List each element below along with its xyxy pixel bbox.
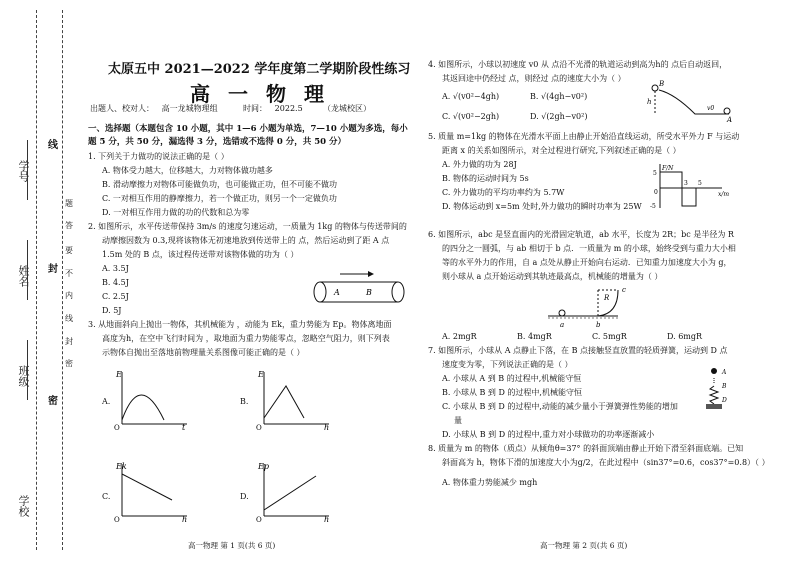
q8-option-a: A. 物体重力势能减少 mgh — [442, 478, 538, 487]
q6-stem-4: 则小球从 a 点开始运动到其轨迹最高点，机械能的增量为（ ） — [442, 272, 663, 281]
q2-option-a: A. 3.5J — [102, 264, 129, 273]
q7-option-c-1: C. 小球从 B 到 D 的过程中,动能的减少量小于弹簧弹性势能的增加 — [442, 402, 678, 411]
notice-char-2: 答 — [65, 221, 73, 230]
notice-char-1: 题 — [65, 199, 73, 208]
q6-stem-2: 的四分之一圆弧，与 ab 相切于 b 点．一质量为 m 的小球，始终受到与重力大小相 — [442, 244, 736, 253]
q4-stem-2: 其返回途中仍经过 点，则经过 点的速度大小为（ ） — [442, 74, 626, 83]
q3-graph-c — [112, 460, 192, 522]
q2-conveyor-figure — [310, 268, 410, 308]
notice-char-3: 要 — [65, 246, 73, 255]
q1-option-a: A. 物体受力越大，位移越大，力对物体做功越多 — [102, 166, 273, 175]
q4-option-d: D. √(2gh−v0²) — [530, 112, 588, 121]
q6-option-b: B. 4mgR — [517, 332, 552, 341]
q3-graph-b-label: B. — [240, 397, 249, 406]
notice-char-8: 密 — [65, 359, 73, 368]
q6-fig-c: c — [622, 286, 626, 294]
q5-fig-0: 0 — [654, 189, 658, 196]
section1-heading: 一、选择题（本题包含 10 小题，其中 1—6 小题为单选，7—10 小题为多选，每小题 5 分，共 50 分，漏选得 3 分，选错或不选得 0 分，共 50 分） — [88, 124, 408, 147]
q3-graph-a-label: A. — [102, 397, 111, 406]
q6-option-d: D. 6mgR — [667, 332, 703, 341]
q7-option-c-2: 量 — [454, 416, 462, 425]
q2-fig-label-b: B — [366, 288, 372, 297]
q4-option-a: A. √(v0²−4gh) — [442, 92, 500, 101]
q7-fig-a: A — [722, 369, 727, 376]
q5-fig-f: F/N — [662, 165, 674, 172]
margin-blank-name — [27, 240, 28, 300]
binding-line-inner — [62, 10, 63, 550]
q2-stem-1: 2. 如图所示，水平传送带保持 3m/s 的速度匀速运动，一质量为 1kg 的物体与传送带间的 — [88, 222, 407, 231]
q3-graph-b-origin: O — [256, 424, 262, 430]
q4-fig-b: B — [659, 80, 665, 88]
margin-blank-id — [27, 140, 28, 200]
q3-graph-a-ylabel: E — [116, 370, 122, 379]
q3-stem-1: 3. 从地面斜向上抛出一物体，其机械能为 ，动能为 Ek，重力势能为 Ep。物体离地面 — [88, 320, 392, 329]
q3-graph-a — [112, 368, 192, 430]
class-label: 班级 — [17, 365, 30, 387]
q3-graph-c-ylabel: Ek — [116, 462, 127, 471]
q8-stem-1: 8. 质量为 m 的物体（质点）从倾角θ=37° 的斜面顶端由静止开始下滑至斜面底端。已知 — [428, 444, 744, 453]
q5-fig-x: x/m — [718, 191, 730, 198]
notice-char-5: 内 — [65, 291, 73, 300]
q3-graph-c-label: C. — [102, 492, 111, 501]
q4-fig-h: h — [647, 98, 652, 106]
q3-graph-d-ylabel: Ep — [258, 462, 269, 471]
q7-fig-b: B — [722, 383, 727, 390]
q6-stem-1: 6. 如图所示，abc 是竖直面内的光滑固定轨道，ab 水平，长度为 2R；bc 是半径为 R — [428, 230, 734, 239]
seal-char-mi: 密 — [48, 396, 58, 407]
q6-option-c: C. 5mgR — [592, 332, 627, 341]
q6-stem-3: 等的水平外力的作用，自 a 点处从静止开始向右运动．已知重力加速度大小为 g， — [442, 258, 732, 267]
q3-graph-c-xlabel: h — [182, 515, 188, 522]
binding-line-outer — [36, 10, 37, 550]
q2-option-d: D. 5J — [102, 306, 122, 315]
q6-fig-r: R — [604, 294, 610, 302]
q3-graph-d-xlabel: h — [324, 515, 330, 522]
q6-track-figure — [548, 284, 648, 328]
q7-option-a: A. 小球从 A 到 B 的过程中,机械能守恒 — [442, 374, 582, 383]
notice-char-7: 封 — [65, 337, 73, 346]
seal-char-feng: 封 — [48, 264, 58, 275]
q5-option-a: A. 外力做的功为 28J — [442, 160, 517, 169]
q6-fig-b: b — [596, 321, 601, 328]
q1-stem: 1. 下列关于力做功的说法正确的是（ ） — [88, 152, 229, 161]
q5-fig-3: 3 — [684, 180, 688, 187]
q3-graph-b-xlabel: h — [324, 423, 330, 430]
page1-footer: 高一物理 第 1 页(共 6 页) — [188, 541, 276, 550]
q3-graph-b — [254, 368, 334, 430]
q7-spring-figure — [700, 366, 734, 412]
q4-option-c: C. √(v0²−2gh) — [442, 112, 500, 121]
q3-graph-d — [254, 460, 334, 522]
q4-fig-a: A — [727, 116, 733, 122]
q3-stem-3: 示物体自抛出至落地前物理量关系图像可能正确的是（ ） — [102, 348, 305, 357]
q5-stem-1: 5. 质量 m=1kg 的物体在光滑水平面上由静止开始沿直线运动，所受水平外力 F 与运动 — [428, 132, 740, 141]
q1-option-c: C. 一对相互作用的静摩擦力，若一个做正功，则另一个一定做负功 — [102, 194, 337, 203]
q5-fig-m5: -5 — [650, 203, 656, 210]
name-label: 姓名 — [17, 265, 30, 287]
student-id-label: 学号 — [17, 160, 30, 182]
q5-stem-2: 距离 x 的关系如图所示，对全过程进行研究,下列叙述正确的是（ ） — [442, 146, 681, 155]
notice-char-6: 线 — [65, 314, 73, 323]
q3-stem-2: 高度为h，在空中飞行时间为 ，取地面为重力势能零点，忽略空气阻力，则下列表 — [102, 334, 390, 343]
q7-stem-2: 速度变为零，下列说法正确的是（ ） — [442, 360, 573, 369]
q2-option-c: C. 2.5J — [102, 292, 129, 301]
q5-fig-5: 5 — [653, 170, 657, 177]
q6-fig-a: a — [560, 321, 565, 328]
q7-fig-d: D — [722, 397, 727, 404]
page2-footer: 高一物理 第 2 页(共 6 页) — [540, 541, 628, 550]
margin-blank-class — [27, 340, 28, 400]
q3-graph-a-xlabel: t — [182, 423, 186, 430]
q2-stem-2: 动摩擦因数为 0.3,现将该物体无初速地放到传送带上的 点，然后运动到了距 A 点 — [102, 236, 390, 245]
q2-option-b: B. 4.5J — [102, 278, 129, 287]
q3-graph-d-label: D. — [240, 492, 249, 501]
notice-char-4: 不 — [65, 269, 73, 278]
q5-option-b: B. 物体的运动时间为 5s — [442, 174, 529, 183]
q7-option-d: D. 小球从 B 到 D 的过程中,重力对小球做功的功率逐渐减小 — [442, 430, 655, 439]
q4-fig-v: v0 — [707, 105, 715, 112]
q5-option-d: D. 物体运动到 x=5m 处时,外力做功的瞬时功率为 25W — [442, 202, 642, 211]
q5-option-c: C. 外力做功的平均功率约为 5.7W — [442, 188, 565, 197]
q3-graph-c-origin: O — [114, 516, 120, 522]
q2-stem-3: 1.5m 处的 B 点，该过程传送带对该物体做的功为（ ） — [102, 250, 299, 259]
q4-track-figure — [645, 80, 735, 122]
q7-option-b: B. 小球从 B 到 D 的过程中,机械能守恒 — [442, 388, 582, 397]
q8-stem-2: 斜面高为 h，物体下滑的加速度大小为g/2，在此过程中（sin37°=0.6，cos37°=0.8）（ ） — [442, 458, 770, 467]
q1-option-b: B. 滑动摩擦力对物体可能做负功，也可能做正功，但不可能不做功 — [102, 180, 337, 189]
q2-fig-label-a: A — [334, 288, 340, 297]
q3-graph-a-origin: O — [114, 424, 120, 430]
exam-meta: 出题人、校对人： 高一龙城物理组 时间： 2022.5 （龙城校区） — [90, 104, 372, 113]
q3-graph-d-origin: O — [256, 516, 262, 522]
exam-title: 太原五中 2021—2022 学年度第二学期阶段性练习 — [108, 62, 411, 77]
q4-option-b: B. √(4gh−v0²) — [530, 92, 588, 101]
exam-subject: 高一物理 — [190, 82, 342, 106]
q7-stem-1: 7. 如图所示，小球从 A 点静止下落，在 B 点接触竖直放置的轻质弹簧，运动到 D 点 — [428, 346, 728, 355]
q5-fig-5x: 5 — [698, 180, 702, 187]
q4-stem-1: 4. 如图所示，小球以初速度 v0 从 点沿不光滑的轨道运动到高为h的 点后自动返回， — [428, 60, 728, 69]
q6-option-a: A. 2mgR — [442, 332, 477, 341]
school-label: 学校 — [17, 495, 30, 517]
q1-option-d: D. 一对相互作用力做的功的代数和总为零 — [102, 208, 250, 217]
seal-char-xian: 线 — [48, 140, 58, 151]
q5-force-graph — [650, 162, 740, 212]
q3-graph-b-ylabel: E — [258, 370, 264, 379]
